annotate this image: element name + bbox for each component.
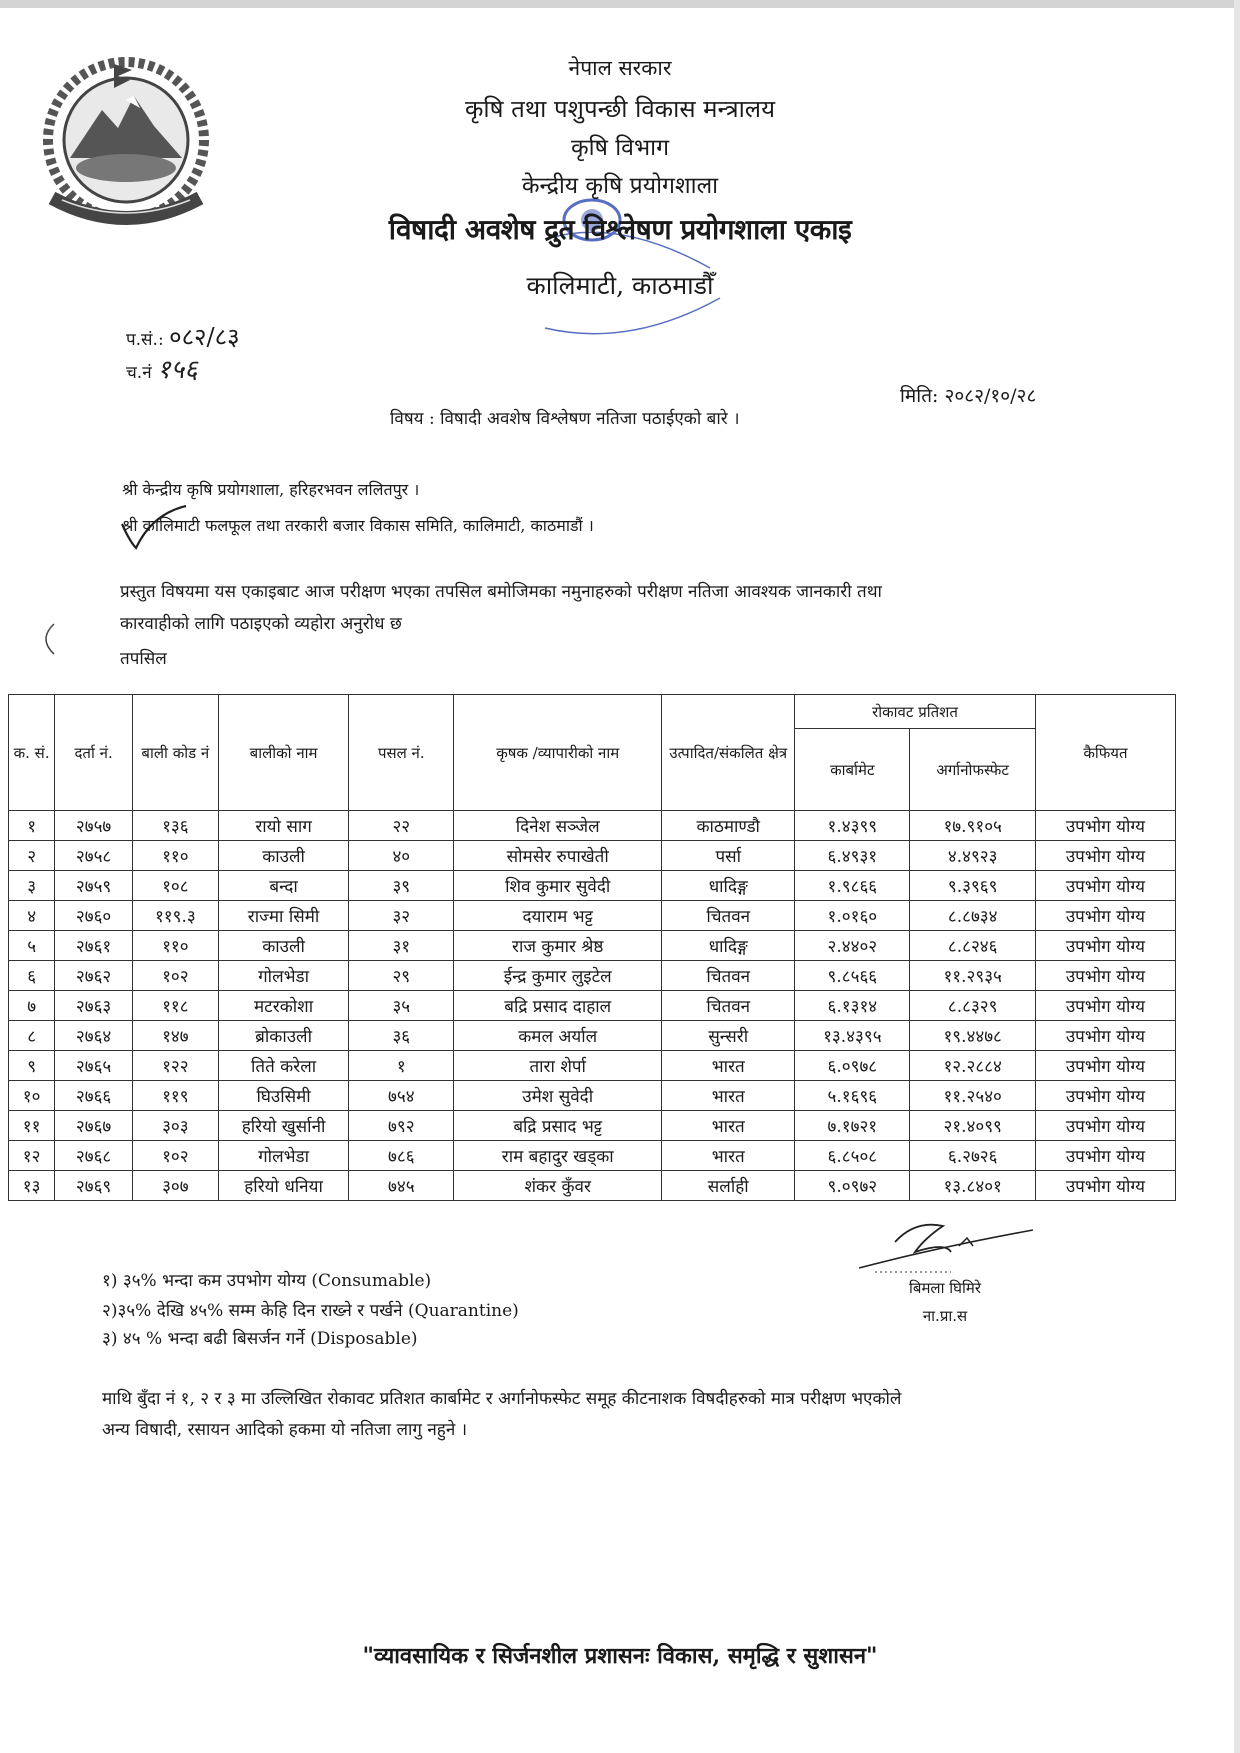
cell-origin: भारत: [662, 1051, 795, 1081]
cell-op: ८.८७३४: [910, 901, 1035, 931]
letter-subject: विषय : विषादी अवशेष विश्लेषण नतिजा पठाईएको बारे ।: [390, 409, 740, 429]
cell-crop-code: ११०: [132, 841, 218, 871]
cell-sn: १३: [9, 1171, 55, 1201]
table-row: [9, 1051, 1176, 1081]
th-crop-name: बालीको नाम: [218, 695, 349, 811]
body-paragraph: [120, 576, 1080, 640]
cell-reg: २७६८: [55, 1141, 133, 1171]
cell-farmer: ईन्द्र कुमार लुइटेल: [454, 961, 662, 991]
th-reg: दर्ता नं.: [55, 695, 133, 811]
cell-crop-name: गोलभेडा: [218, 961, 349, 991]
cell-reg: २७५७: [55, 811, 133, 841]
cell-remarks: उपभोग योग्य: [1035, 1081, 1175, 1111]
table-row: [9, 1141, 1176, 1171]
cell-crop-name: काउली: [218, 931, 349, 961]
th-remarks: कैफियत: [1035, 695, 1175, 811]
cell-remarks: उपभोग योग्य: [1035, 1051, 1175, 1081]
scan-right-edge: [1234, 0, 1240, 1753]
cell-lot: २२: [349, 811, 454, 841]
cell-op: ६.२७२६: [910, 1141, 1035, 1171]
cell-crop-name: हरियो धनिया: [218, 1171, 349, 1201]
cell-origin: धादिङ्ग: [662, 931, 795, 961]
cell-farmer: तारा शेर्पा: [454, 1051, 662, 1081]
th-inhibition: रोकावट प्रतिशत: [795, 695, 1036, 729]
cell-crop-code: ११९.३: [132, 901, 218, 931]
cell-carbamate: ६.०९७८: [795, 1051, 910, 1081]
cell-crop-code: १०८: [132, 871, 218, 901]
cell-op: १७.९१०५: [910, 811, 1035, 841]
addressee-1: श्री केन्द्रीय कृषि प्रयोगशाला, हरिहरभवन ललितपुर ।: [122, 480, 420, 499]
cell-sn: ३: [9, 871, 55, 901]
cell-crop-code: १०२: [132, 1141, 218, 1171]
cell-carbamate: ९.८५६६: [795, 961, 910, 991]
cell-sn: ९: [9, 1051, 55, 1081]
addressee-2: श्री कालिमाटी फलफूल तथा तरकारी बजार विकास समिति, कालिमाटी, काठमाडौं ।: [122, 516, 594, 535]
cell-op: ४.४९२३: [910, 841, 1035, 871]
results-table-body: [9, 811, 1176, 1201]
cell-sn: १०: [9, 1081, 55, 1111]
reference-chn: [126, 350, 198, 386]
cell-farmer: दयाराम भट्ट: [454, 901, 662, 931]
cell-reg: २७६३: [55, 991, 133, 1021]
cell-lot: १: [349, 1051, 454, 1081]
cell-farmer: राम बहादुर खड्का: [454, 1141, 662, 1171]
handwritten-check-icon: [118, 502, 188, 552]
table-row: [9, 1111, 1176, 1141]
cell-farmer: राज कुमार श्रेष्ठ: [454, 931, 662, 961]
legend-quarantine: २)३५% देखि ४५% सम्म केहि दिन राख्ने र पर्खने (Quarantine): [102, 1301, 519, 1321]
punch-hole-mark: [36, 622, 58, 656]
cell-origin: धादिङ्ग: [662, 871, 795, 901]
results-table: [8, 694, 1176, 1201]
cell-sn: ११: [9, 1111, 55, 1141]
ps-label: प.सं.:: [126, 330, 164, 350]
signatory-name: बिमला घिमिरे: [909, 1279, 981, 1297]
cell-carbamate: ९.०९७२: [795, 1171, 910, 1201]
cell-sn: ७: [9, 991, 55, 1021]
cell-lot: २९: [349, 961, 454, 991]
header-government: नेपाल सरकार: [568, 56, 672, 80]
cell-crop-name: घिउसिमी: [218, 1081, 349, 1111]
cell-remarks: उपभोग योग्य: [1035, 1171, 1175, 1201]
cell-reg: २७५९: [55, 871, 133, 901]
header-department: कृषि विभाग: [570, 135, 670, 161]
cell-origin: चितवन: [662, 901, 795, 931]
cell-carbamate: ५.१६९६: [795, 1081, 910, 1111]
cell-reg: २७६६: [55, 1081, 133, 1111]
cell-crop-name: मटरकोशा: [218, 991, 349, 1021]
disclaimer-note: [102, 1384, 1102, 1446]
cell-origin: सर्लाही: [662, 1171, 795, 1201]
table-row: [9, 871, 1176, 901]
cell-reg: २७५८: [55, 841, 133, 871]
cell-crop-name: तिते करेला: [218, 1051, 349, 1081]
cell-carbamate: ७.१७२१: [795, 1111, 910, 1141]
cell-crop-code: ३०३: [132, 1111, 218, 1141]
cell-reg: २७६१: [55, 931, 133, 961]
cell-sn: ६: [9, 961, 55, 991]
cell-crop-name: राज्मा सिमी: [218, 901, 349, 931]
cell-lot: ७८६: [349, 1141, 454, 1171]
cell-farmer: कमल अर्याल: [454, 1021, 662, 1051]
th-carbamate: कार्बामेट: [795, 729, 910, 811]
ps-value: ०८२/८३: [169, 323, 240, 351]
cell-op: ९.३९६९: [910, 871, 1035, 901]
cell-carbamate: १.४३९९: [795, 811, 910, 841]
cell-carbamate: १.०१६०: [795, 901, 910, 931]
cell-origin: चितवन: [662, 961, 795, 991]
cell-sn: ८: [9, 1021, 55, 1051]
cell-farmer: शिव कुमार सुवेदी: [454, 871, 662, 901]
th-op: अर्गानोफस्फेट: [910, 729, 1035, 811]
cell-lot: ३२: [349, 901, 454, 931]
cell-origin: सुन्सरी: [662, 1021, 795, 1051]
cell-op: ८.८२४६: [910, 931, 1035, 961]
cell-crop-name: गोलभेडा: [218, 1141, 349, 1171]
cell-remarks: उपभोग योग्य: [1035, 961, 1175, 991]
cell-op: ८.८३२९: [910, 991, 1035, 1021]
cell-farmer: शंकर कुँवर: [454, 1171, 662, 1201]
cell-crop-code: ११८: [132, 991, 218, 1021]
cell-sn: ५: [9, 931, 55, 961]
cell-farmer: बद्रि प्रसाद भट्ट: [454, 1111, 662, 1141]
body-line-1: प्रस्तुत विषयमा यस एकाइबाट आज परीक्षण भएका तपसिल बमोजिमका नमुनाहरुको परीक्षण नतिजा आवश्यक जानकारी तथा: [120, 582, 882, 602]
cell-remarks: उपभोग योग्य: [1035, 991, 1175, 1021]
reference-ps: [126, 320, 240, 353]
chn-label: च.नं: [126, 363, 152, 383]
cell-origin: काठमाण्डौ: [662, 811, 795, 841]
cell-crop-name: बन्दा: [218, 871, 349, 901]
cell-reg: २७६५: [55, 1051, 133, 1081]
cell-reg: २७६९: [55, 1171, 133, 1201]
cell-farmer: उमेश सुवेदी: [454, 1081, 662, 1111]
cell-crop-name: ब्रोकाउली: [218, 1021, 349, 1051]
cell-lot: ३५: [349, 991, 454, 1021]
cell-crop-code: १४७: [132, 1021, 218, 1051]
cell-remarks: उपभोग योग्य: [1035, 871, 1175, 901]
cell-reg: २७६७: [55, 1111, 133, 1141]
cell-crop-name: काउली: [218, 841, 349, 871]
cell-carbamate: ६.१३१४: [795, 991, 910, 1021]
cell-carbamate: १३.४३९५: [795, 1021, 910, 1051]
cell-op: १९.४४७८: [910, 1021, 1035, 1051]
cell-farmer: सोमसेर रुपाखेती: [454, 841, 662, 871]
cell-origin: पर्सा: [662, 841, 795, 871]
table-row: [9, 961, 1176, 991]
cell-op: ११.२९३५: [910, 961, 1035, 991]
cell-remarks: उपभोग योग्य: [1035, 901, 1175, 931]
note-line-2: अन्य विषादी, रसायन आदिको हकमा यो नतिजा लागु नहुने ।: [102, 1420, 468, 1440]
th-sn: क. सं.: [9, 695, 55, 811]
table-row: [9, 901, 1176, 931]
cell-carbamate: ६.४९३१: [795, 841, 910, 871]
cell-lot: ४०: [349, 841, 454, 871]
header-location: कालिमाटी, काठमाडौँ: [526, 271, 714, 300]
cell-sn: १: [9, 811, 55, 841]
chn-value: १५६: [157, 355, 198, 385]
cell-op: १३.८४०१: [910, 1171, 1035, 1201]
cell-carbamate: ६.८५०८: [795, 1141, 910, 1171]
cell-crop-code: ११९: [132, 1081, 218, 1111]
cell-op: ११.२५४०: [910, 1081, 1035, 1111]
cell-reg: २७६२: [55, 961, 133, 991]
cell-carbamate: २.४४०२: [795, 931, 910, 961]
table-row: [9, 931, 1176, 961]
cell-reg: २७६४: [55, 1021, 133, 1051]
tapsil-heading: तपसिल: [120, 649, 167, 669]
cell-op: २१.४०९९: [910, 1111, 1035, 1141]
cell-op: १२.२८८४: [910, 1051, 1035, 1081]
header-ministry: कृषि तथा पशुपन्छी विकास मन्त्रालय: [465, 95, 775, 123]
cell-origin: चितवन: [662, 991, 795, 1021]
table-row: [9, 811, 1176, 841]
cell-remarks: उपभोग योग्य: [1035, 811, 1175, 841]
th-farmer: कृषक /व्यापारीको नाम: [454, 695, 662, 811]
th-origin: उत्पादित/संकलित क्षेत्र: [662, 695, 795, 811]
signature: [855, 1212, 1035, 1276]
cell-crop-code: ३०७: [132, 1171, 218, 1201]
table-row: [9, 991, 1176, 1021]
cell-remarks: उपभोग योग्य: [1035, 1111, 1175, 1141]
cell-reg: २७६०: [55, 901, 133, 931]
header-unit: विषादी अवशेष द्रुत विश्लेषण प्रयोगशाला एकाइ: [388, 213, 852, 246]
cell-farmer: दिनेश सञ्जेल: [454, 811, 662, 841]
cell-lot: ७४५: [349, 1171, 454, 1201]
letter-date: मिति: २०८२/१०/२८: [900, 385, 1037, 407]
cell-farmer: बद्रि प्रसाद दाहाल: [454, 991, 662, 1021]
legend-disposable: ३) ४५ % भन्दा बढी बिसर्जन गर्ने (Disposable): [102, 1329, 418, 1349]
cell-origin: भारत: [662, 1141, 795, 1171]
th-crop-code: बाली कोड नं: [132, 695, 218, 811]
cell-remarks: उपभोग योग्य: [1035, 841, 1175, 871]
cell-remarks: उपभोग योग्य: [1035, 1021, 1175, 1051]
cell-origin: भारत: [662, 1111, 795, 1141]
cell-lot: ७५४: [349, 1081, 454, 1111]
cell-sn: १२: [9, 1141, 55, 1171]
table-row: [9, 841, 1176, 871]
cell-origin: भारत: [662, 1081, 795, 1111]
cell-crop-code: १२२: [132, 1051, 218, 1081]
th-lot: पसल नं.: [349, 695, 454, 811]
cell-lot: ३१: [349, 931, 454, 961]
cell-crop-code: १३६: [132, 811, 218, 841]
cell-lot: ३९: [349, 871, 454, 901]
body-line-2: कारवाहीको लागि पठाइएको व्यहोरा अनुरोध छ: [120, 614, 402, 634]
legend-consumable: १) ३५% भन्दा कम उपभोग योग्य (Consumable): [102, 1271, 432, 1291]
cell-crop-name: रायो साग: [218, 811, 349, 841]
cell-lot: ३६: [349, 1021, 454, 1051]
cell-remarks: उपभोग योग्य: [1035, 1141, 1175, 1171]
cell-crop-code: १०२: [132, 961, 218, 991]
cell-crop-code: ११०: [132, 931, 218, 961]
table-row: [9, 1021, 1176, 1051]
cell-carbamate: १.९८६६: [795, 871, 910, 901]
cell-sn: २: [9, 841, 55, 871]
signatory-designation: ना.प्रा.स: [922, 1307, 968, 1325]
table-row: [9, 1171, 1176, 1201]
table-row: [9, 1081, 1176, 1111]
cell-sn: ४: [9, 901, 55, 931]
cell-remarks: उपभोग योग्य: [1035, 931, 1175, 961]
cell-crop-name: हरियो खुर्सानी: [218, 1111, 349, 1141]
header-lab: केन्द्रीय कृषि प्रयोगशाला: [521, 173, 719, 199]
cell-lot: ७९२: [349, 1111, 454, 1141]
scan-top-edge: [0, 0, 1240, 8]
footer-motto: "व्यावसायिक र सिर्जनशील प्रशासनः विकास, समृद्धि र सुशासन": [362, 1643, 878, 1669]
note-line-1: माथि बुँदा नं १, २ र ३ मा उल्लिखित रोकावट प्रतिशत कार्बामेट र अर्गानोफस्फेट समूह कीटनाशक विषदीहरुको मात्र परीक्षण भएकोले: [102, 1389, 902, 1409]
